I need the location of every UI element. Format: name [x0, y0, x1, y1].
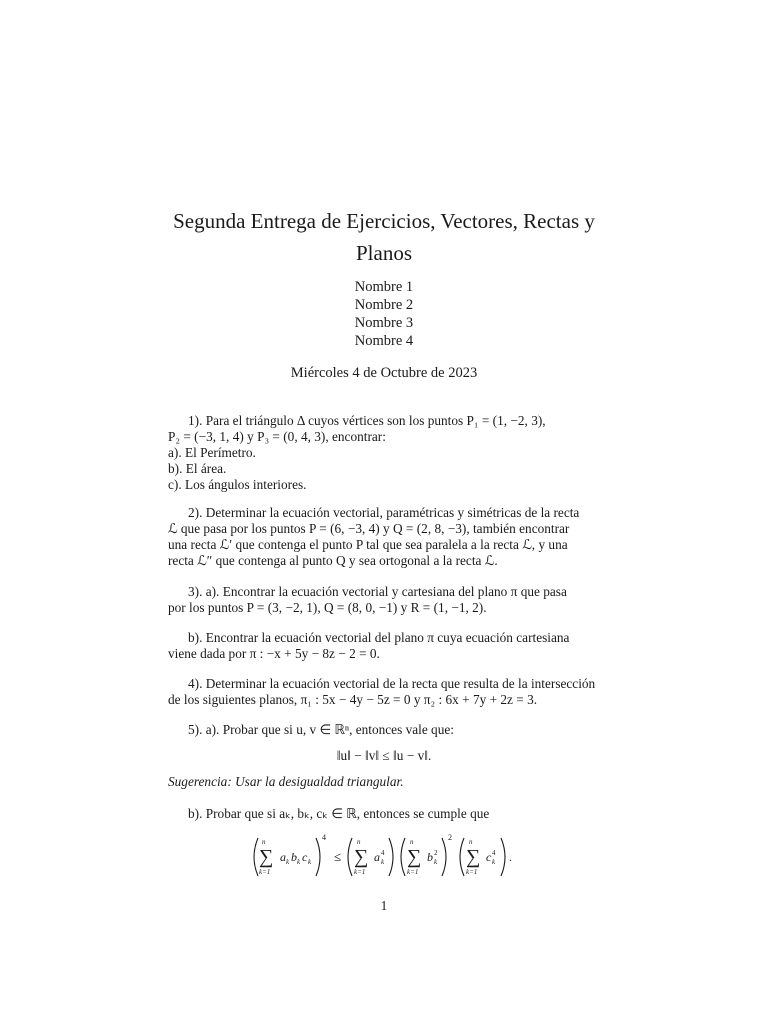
svg-text:b: b: [427, 850, 433, 864]
svg-text:n: n: [262, 838, 266, 846]
exercise-1-item-b: b). El área.: [168, 461, 227, 476]
svg-text:k: k: [308, 858, 312, 866]
exercise-3b-line: viene dada por π : −x + 5y − 8z − 2 = 0.: [168, 646, 380, 661]
exercise-2: [168, 505, 600, 569]
exercise-2-line: recta ℒ″ que contenga al punto Q y sea ortogonal a la recta ℒ.: [168, 553, 498, 568]
svg-text:a: a: [374, 850, 380, 864]
svg-text:k=1: k=1: [354, 868, 366, 876]
exercise-1-item-a: a). El Perímetro.: [168, 445, 256, 460]
author-list: [0, 278, 768, 350]
svg-text:k: k: [492, 858, 496, 866]
svg-text:∑: ∑: [466, 846, 481, 868]
exercise-5a-hint: Sugerencia: Usar la desigualdad triangular.: [168, 774, 404, 789]
document-date: Miércoles 4 de Octubre de 2023: [290, 365, 478, 381]
svg-text:k: k: [434, 858, 438, 866]
svg-text:k=1: k=1: [466, 868, 478, 876]
exercise-3b-line: b). Encontrar la ecuación vectorial del plano π cuya ecuación cartesiana: [188, 630, 570, 645]
svg-text:∑: ∑: [407, 846, 422, 868]
svg-text:4: 4: [322, 833, 326, 842]
page-number: 1: [380, 898, 388, 913]
exercise-5a: [168, 722, 600, 738]
exercise-5b-statement: b). Probar que si aₖ, bₖ, cₖ ∈ ℝ, entonces se cumple que: [188, 806, 490, 821]
svg-text:∑: ∑: [259, 846, 274, 868]
exercise-1-intro-cont: P₂ = (−3, 1, 4) y P₃ = (0, 4, 3), encontrar:: [168, 429, 386, 444]
svg-text:k=1: k=1: [407, 868, 419, 876]
exercise-3a: [168, 584, 600, 616]
svg-text:k: k: [286, 858, 290, 866]
svg-text:n: n: [410, 838, 414, 846]
author-name: Nombre 2: [354, 297, 414, 313]
svg-text:n: n: [469, 838, 473, 846]
exercise-3a-line: 3). a). Encontrar la ecuación vectorial y cartesiana del plano π que pasa: [188, 584, 567, 599]
svg-text:2: 2: [434, 849, 438, 857]
exercise-2-line: ℒ que pasa por los puntos P = (6, −3, 4) y Q = (2, 8, −3), también encontrar: [168, 521, 570, 536]
svg-text:4: 4: [381, 849, 385, 857]
exercise-4: [168, 676, 600, 708]
exercise-4-line: de los siguientes planos, π₁ : 5x − 4y − 5z = 0 y π₂ : 6x + 7y + 2z = 3.: [168, 692, 538, 707]
exercise-3b: [168, 630, 600, 662]
exercise-5a-equation: ‖u‖ − ‖v‖ ≤ ‖u − v‖.: [336, 748, 432, 763]
exercise-5b-inequality: [250, 832, 520, 882]
svg-text:k=1: k=1: [259, 868, 271, 876]
exercise-1: [168, 413, 600, 493]
svg-text:c: c: [302, 850, 308, 864]
author-name: Nombre 4: [354, 333, 414, 349]
exercise-1-item-c: c). Los ángulos interiores.: [168, 477, 307, 492]
author-name: Nombre 1: [354, 279, 414, 295]
document-title: Segunda Entrega de Ejercicios, Vectores, Rectas y Planos: [173, 209, 595, 265]
exercise-2-line: una recta ℒ′ que contenga el punto P tal que sea paralela a la recta ℒ, y una: [168, 537, 568, 552]
svg-text:n: n: [357, 838, 361, 846]
svg-text:≤: ≤: [334, 849, 342, 864]
svg-text:∑: ∑: [354, 846, 369, 868]
author-name: Nombre 3: [354, 315, 414, 331]
svg-text:b: b: [291, 850, 297, 864]
exercise-4-line: 4). Determinar la ecuación vectorial de la recta que resulta de la intersección: [188, 676, 596, 691]
exercise-3a-line: por los puntos P = (3, −2, 1), Q = (8, 0, −1) y R = (1, −1, 2).: [168, 600, 487, 615]
exercise-1-intro: 1). Para el triángulo Δ cuyos vértices son los puntos P₁ = (1, −2, 3),: [188, 413, 546, 428]
svg-text:4: 4: [492, 849, 496, 857]
svg-text:c: c: [486, 850, 492, 864]
svg-text:2: 2: [448, 833, 452, 842]
exercise-5a-statement: 5). a). Probar que si u, v ∈ ℝⁿ, entonces vale que:: [188, 722, 454, 737]
svg-text:a: a: [280, 850, 286, 864]
svg-text:k: k: [381, 858, 385, 866]
exercise-5b: [168, 806, 600, 822]
svg-text:k: k: [297, 858, 301, 866]
exercise-2-line: 2). Determinar la ecuación vectorial, paramétricas y simétricas de la recta: [188, 505, 580, 520]
svg-text:.: .: [509, 850, 512, 864]
